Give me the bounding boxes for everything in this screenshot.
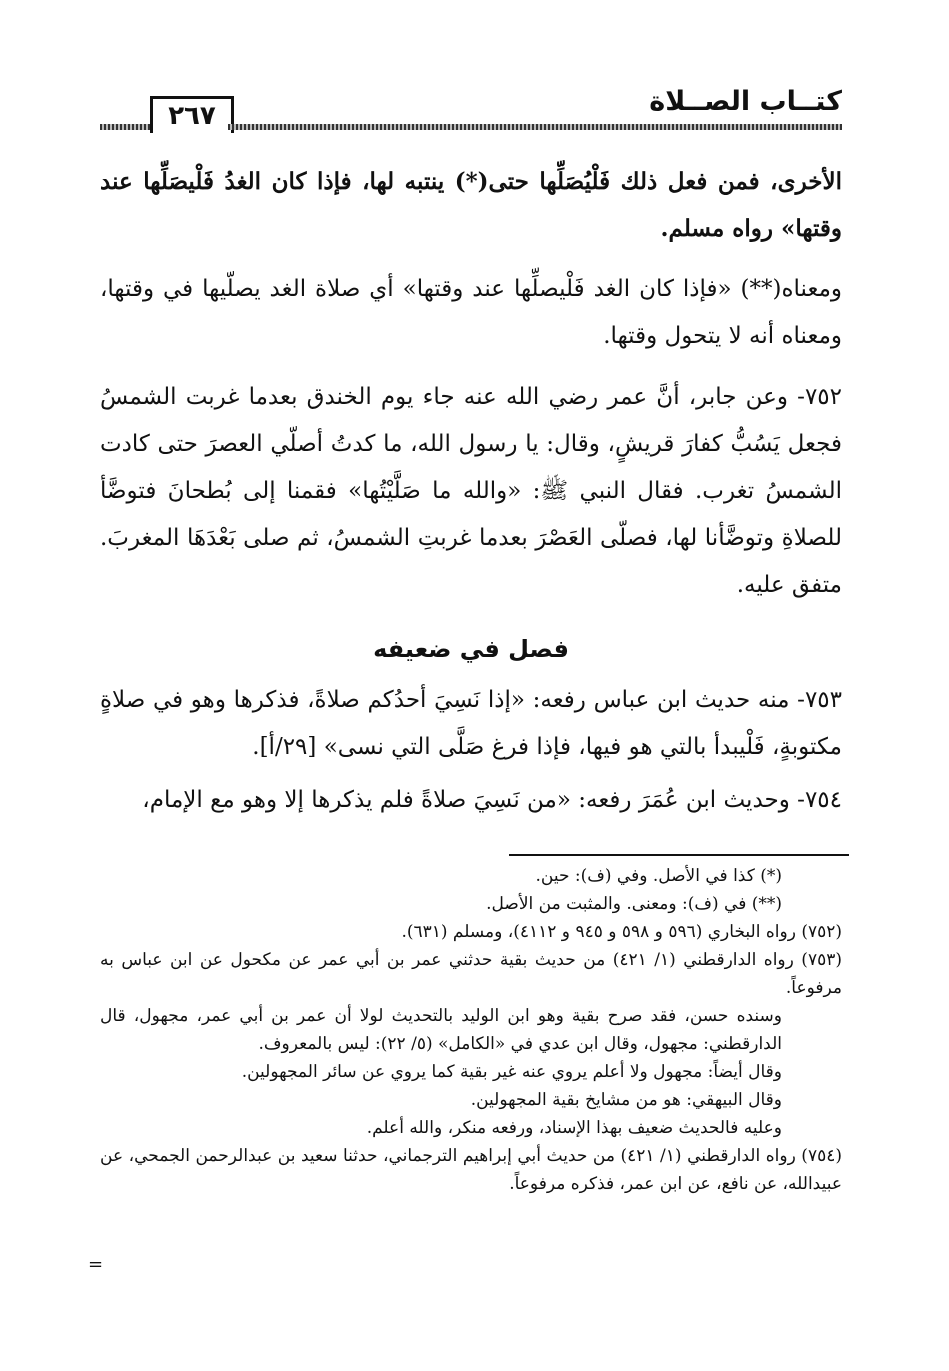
hadith-753: ٧٥٣- منه حديث ابن عباس رفعه: «إذا نَسِيَ أحدُكم صلاةً، فذكرها وهو في صلاةٍ مكتوبةٍ، فَلْيبدأ بالتي هو فيها، فإذا فرغ صَلَّى التي نسى» [٢٩/أ]. [100,687,842,760]
header-rule-left [100,124,150,130]
continuation-mark: = [88,1254,104,1275]
footnote-divider [509,854,849,856]
footnote-1: (*) كذا في الأصل. وفي (ف): حين. [535,866,782,886]
page-number: ٢٦٧ [168,101,216,131]
footnote-753-note-3: وقال البيهقي: هو من مشايخ بقية المجهولين. [470,1090,782,1110]
section-heading: فصل في ضعيفه [373,635,569,663]
page-number-box [150,96,234,133]
footnote-753-note-2: وقال أيضاً: مجهول ولا أعلم يروي عنه غير بقية كما يروي عن سائر المجهولين. [241,1062,782,1082]
footnote-753-note-4: وعليه فالحديث ضعيف بهذا الإسناد، ورفعه منكر، والله أعلم. [366,1118,782,1138]
footnote-2: (**) في (ف): ومعنى. والمثبت من الأصل. [486,894,782,914]
paragraph-1: الأخرى، فمن فعل ذلك فَلْيُصَلِّها حتى(*) ينتبه لها، فإذا كان الغدُ فَلْيصَلِّها عند وقتها» رواه مسلم. [100,168,842,242]
footnotes [100,862,842,1198]
footnote-753: (٧٥٣) رواه الدارقطني (١/ ٤٢١) من حديث بقية حدثني عمر بن أبي عمر عن مكحول عن ابن عباس به مرفوعاً. [100,950,842,998]
page-header [100,86,842,136]
paragraph-2: ومعناه(**) «فإذا كان الغد فَلْيصلِّها عند وقتها» أي صلاة الغد يصلّيها في وقتها، ومعناه أنه لا يتحول وقتها. [100,276,842,349]
hadith-754: ٧٥٤- وحديث ابن عُمَرَ رفعه: «من نَسِيَ صلاةً فلم يذكرها إلا وهو مع الإمام، [142,787,842,813]
hadith-752: ٧٥٢- وعن جابر، أنَّ عمر رضي الله عنه جاء يوم الخندق بعدما غربت الشمسُ فجعل يَسُبُّ كفارَ قريشٍ، وقال: يا رسول الله، ما كدتُ أصلّي العصرَ حتى كادت الشمسُ تغرب. فقال النبي ﷺ: «والله ما صَلَّيْتُها» فقمنا إلى بُطحانَ فتوضَّأ للصلاةِ وتوضَّأنا لها، فصلّى العَصْرَ بعدما غربتِ الشمسُ، ثم صلى بَعْدَهَا المغربَ. متفق عليه. [100,384,842,598]
main-text [100,158,842,824]
footnote-754: (٧٥٤) رواه الدارقطني (١/ ٤٢١) من حديث أبي إبراهيم الترجماني، حدثنا سعيد بن عبدالرحمن الجمحي، عن عبيدالله، عن نافع، عن ابن عمر، فذكره مرفوعاً. [100,1146,842,1194]
chapter-title: كتــاب الصــلاة [649,86,842,117]
footnote-752: (٧٥٢) رواه البخاري (٥٩٦ و ٥٩٨ و ٩٤٥ و ٤١١٢)، ومسلم (٦٣١). [401,922,842,942]
header-rule [228,124,842,130]
footnote-753-note-1: وسنده حسن، فقد صرح بقية وهو ابن الوليد بالتحديث لولا أن عمر بن أبي عمر، مجهول، قال الدارقطني: مجهول، وقال ابن عدي في «الكامل» (٥/ ٢٢): ليس بالمعروف. [100,1006,782,1054]
